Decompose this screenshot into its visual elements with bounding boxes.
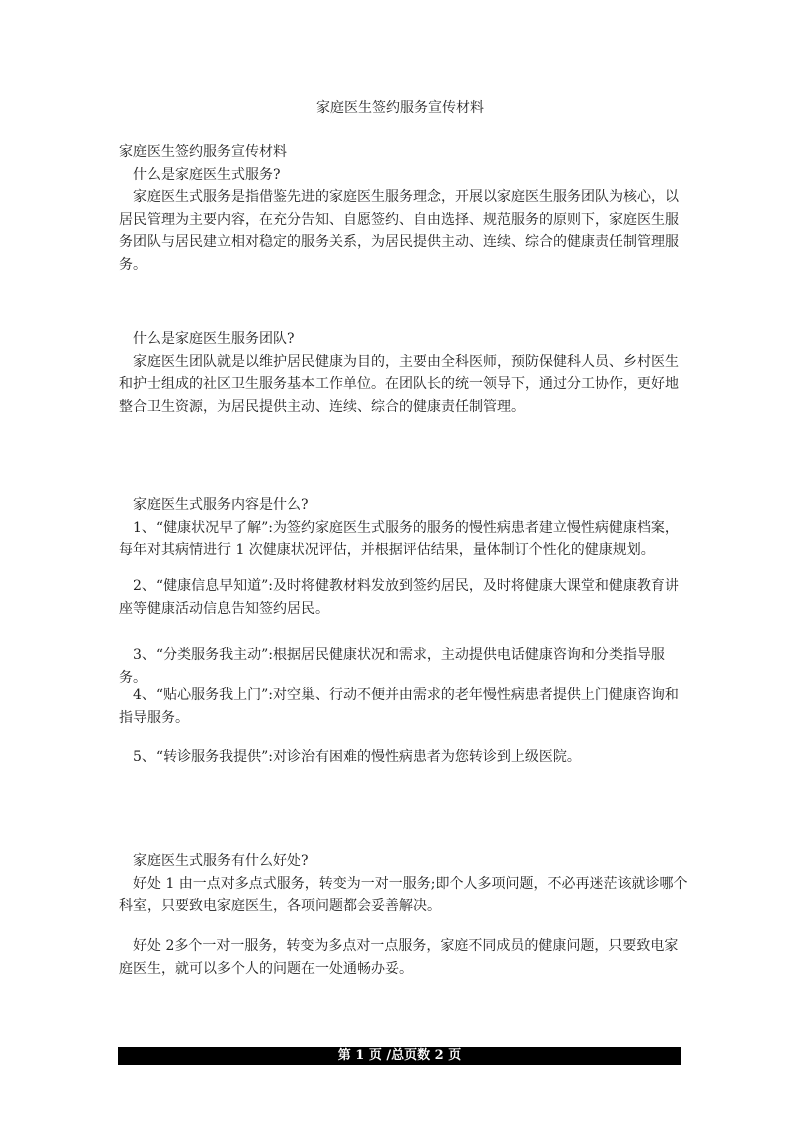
section-content-2 xyxy=(119,575,689,620)
section-benefits-2 xyxy=(119,935,689,980)
q3-item-5: 5、“转诊服务我提供”:对诊治有困难的慢性病患者为您转诊到上级医院。 xyxy=(133,749,581,765)
section-intro xyxy=(119,141,689,276)
q4-benefit-1: 好处 1 由一点对多点式服务，转变为一对一服务;即个人多项问题，不必再迷茫该就诊哪个科室，只要致电家庭医生，各项问题都会妥善解决。 xyxy=(119,875,688,914)
q2-text: 家庭医生团队就是以维护居民健康为目的，主要由全科医师，预防保健科人员、乡村医生和护士组成的社区卫生服务基本工作单位。在团队长的统一领导下，通过分工协作，更好地整合卫生资源，为居民提供主动、连续、综合的健康责任制管理。 xyxy=(119,353,679,415)
document-title: 家庭医生签约服务宣传材料 xyxy=(316,100,484,116)
section-team xyxy=(119,328,689,418)
section-content-3 xyxy=(119,644,689,689)
q2-heading: 什么是家庭医生服务团队? xyxy=(133,331,295,347)
section-content xyxy=(119,494,689,562)
q3-item-3: 3、“分类服务我主动”:根据居民健康状况和需求，主动提供电话健康咨询和分类指导服务。 xyxy=(119,647,665,686)
q1-heading: 什么是家庭医生式服务? xyxy=(133,166,281,183)
q3-item-4: 4、“贴心服务我上门”:对空巢、行动不便并由需求的老年慢性病患者提供上门健康咨询和指导服务。 xyxy=(119,687,679,726)
section-benefits xyxy=(119,850,689,918)
q3-heading: 家庭医生式服务内容是什么? xyxy=(133,497,309,513)
q1-text: 家庭医生式服务是指借鉴先进的家庭医生服务理念，开展以家庭医生服务团队为核心，以居民管理为主要内容，在充分告知、自愿签约、自由选择、规范服务的原则下，家庭医生服务团队与居民建立相对稳定的服务关系，为居民提供主动、连续、综合的健康责任制管理服务。 xyxy=(119,189,679,273)
q4-heading: 家庭医生式服务有什么好处? xyxy=(133,853,309,869)
section-content-5 xyxy=(119,746,689,769)
q4-benefit-2: 好处 2多个一对一服务，转变为多点对一点服务，家庭不同成员的健康问题，只要致电家庭医生，就可以多个人的问题在一处通畅办妥。 xyxy=(119,938,679,977)
q3-item-1: 1、“健康状况早了解”:为签约家庭医生式服务的服务的慢性病患者建立慢性病健康档案，每年对其病情进行 1 次健康状况评估，并根据评估结果，量体制订个性化的健康规划。 xyxy=(119,519,679,558)
q3-item-2: 2、“健康信息早知道”:及时将健教材料发放到签约居民，及时将健康大课堂和健康教育讲座等健康活动信息告知签约居民。 xyxy=(119,578,679,617)
section-content-4 xyxy=(119,684,689,729)
document-subtitle: 家庭医生签约服务宣传材料 xyxy=(119,144,287,160)
page-footer: 第 1 页 /总页数 2 页 xyxy=(118,1047,681,1065)
